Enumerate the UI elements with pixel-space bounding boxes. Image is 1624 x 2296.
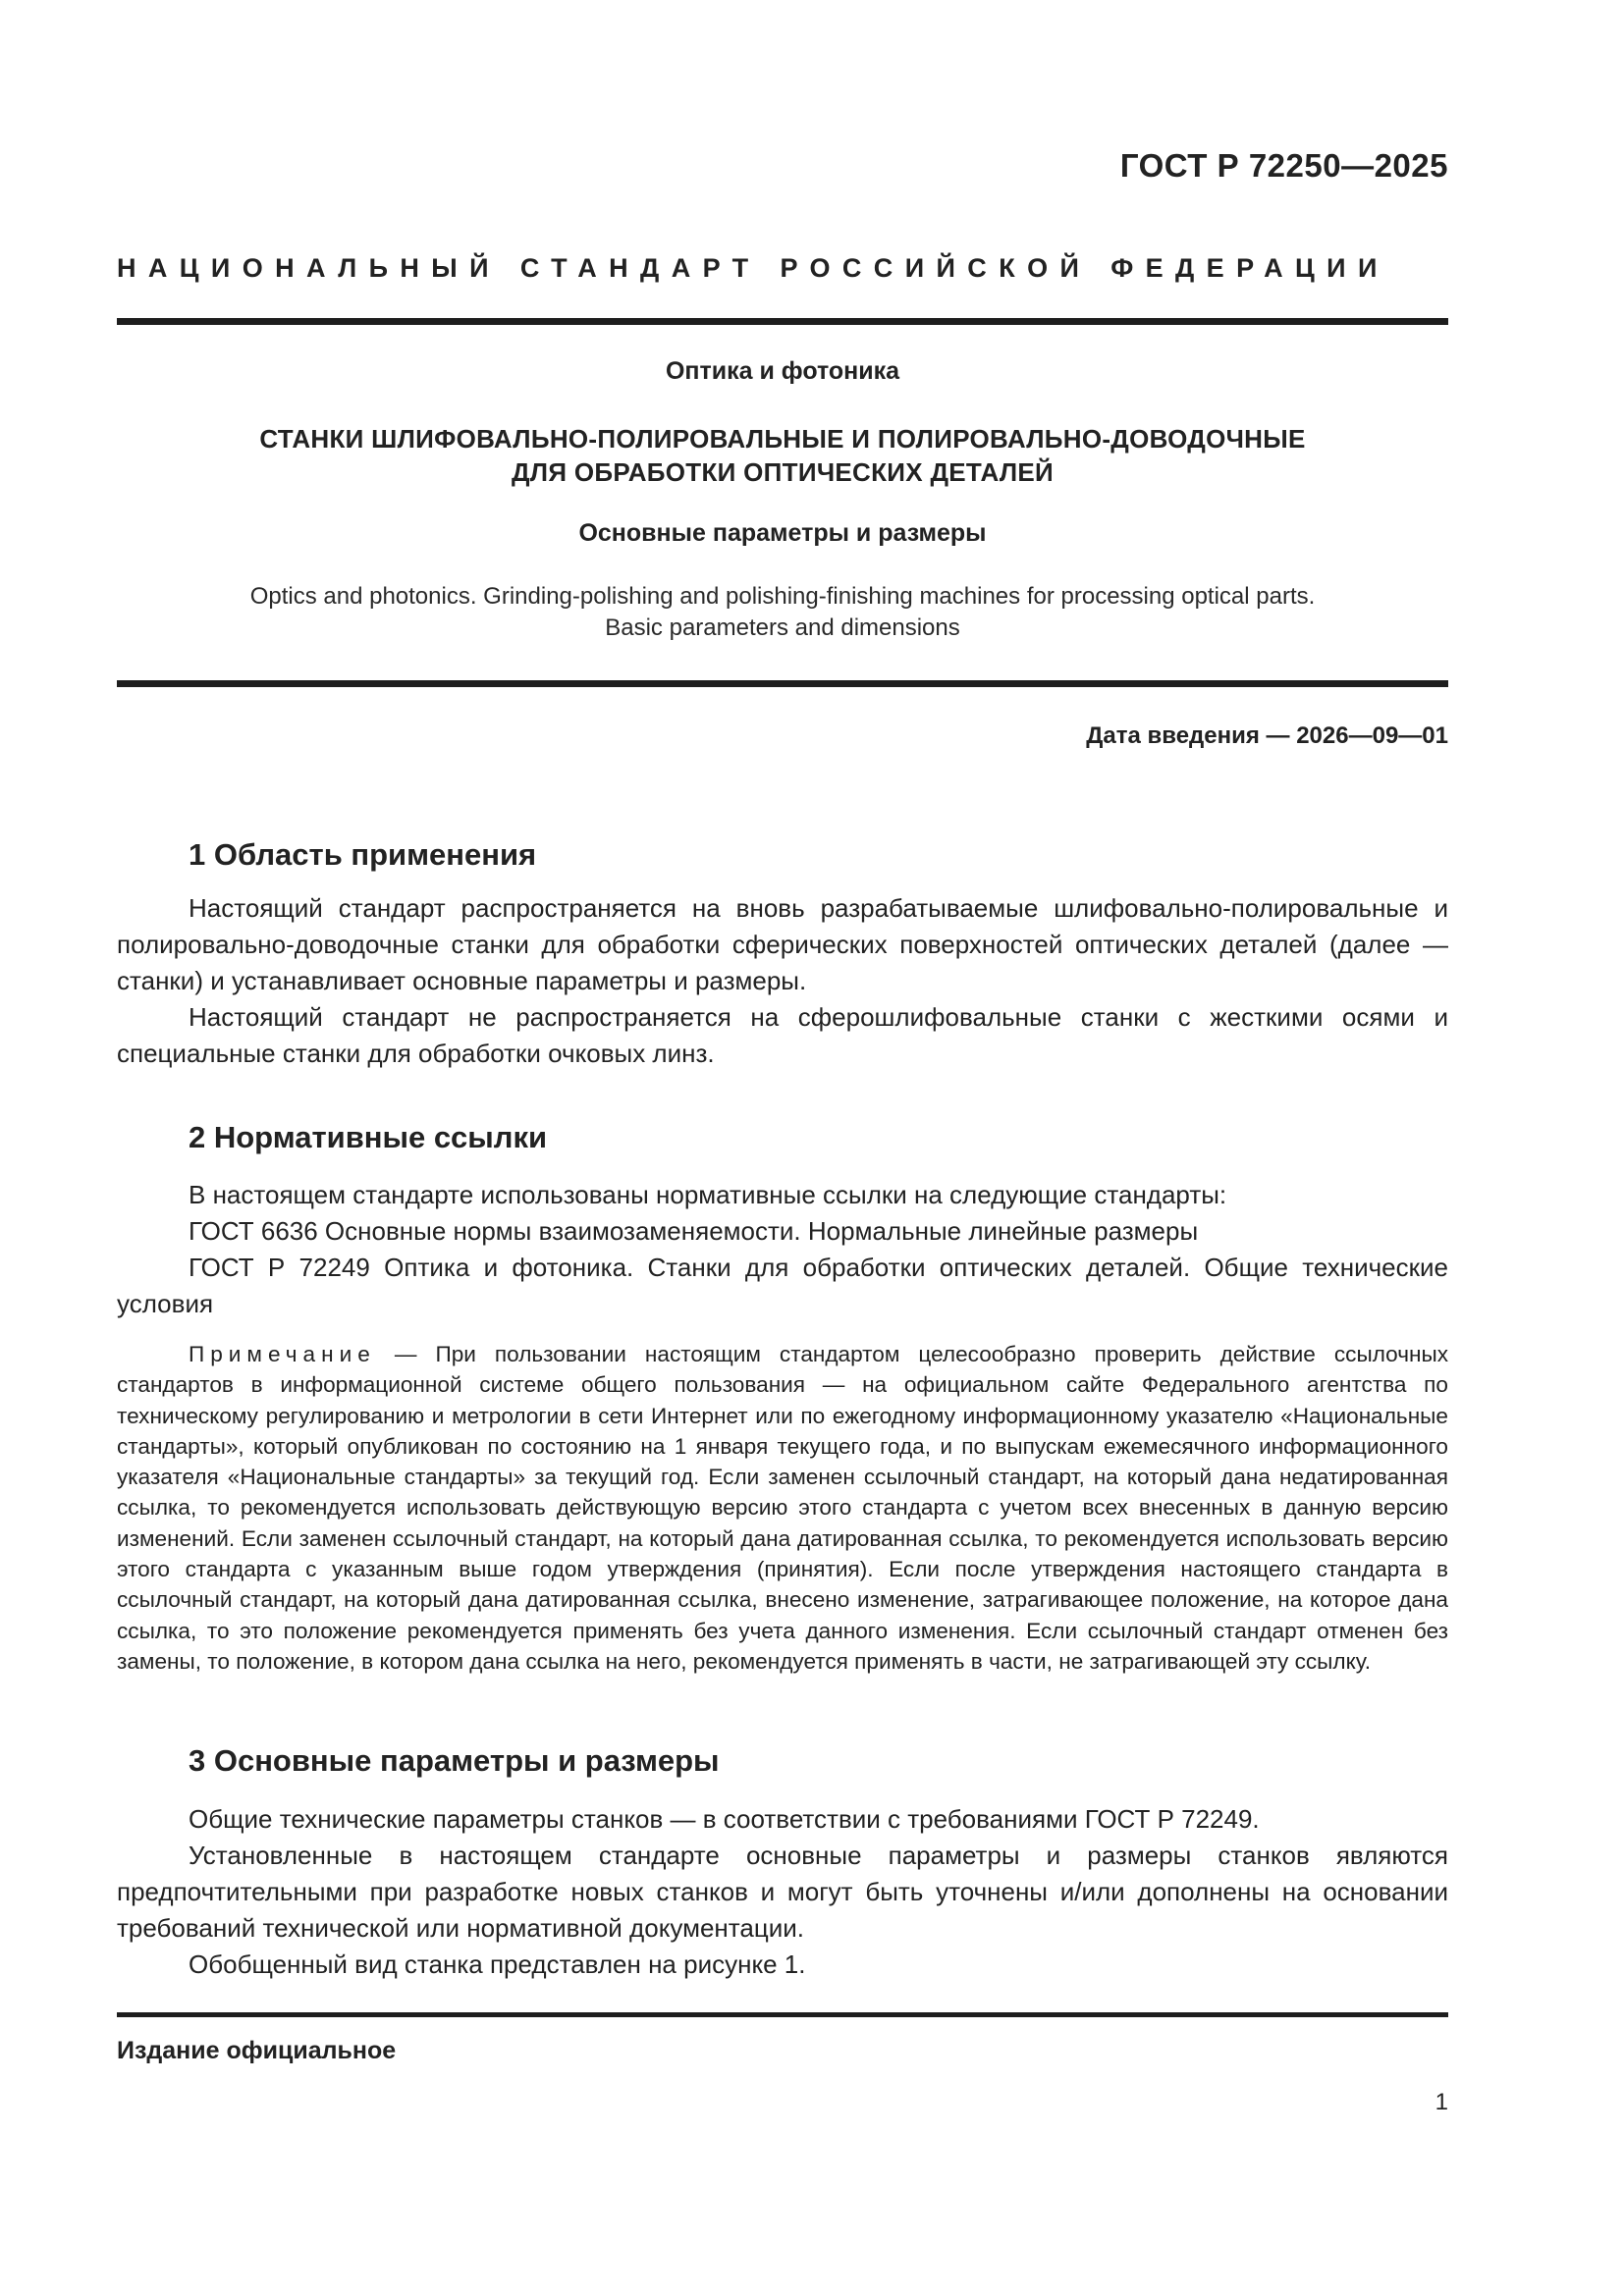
- national-standard-banner: НАЦИОНАЛЬНЫЙ СТАНДАРТ РОССИЙСКОЙ ФЕДЕРАЦИИ: [117, 253, 1389, 283]
- section-2-body: [117, 1177, 1448, 1322]
- standard-designation: ГОСТ Р 72250—2025: [1119, 147, 1448, 184]
- note-text: — При пользовании настоящим стандартом целесообразно проверить действие ссылочных стандартов в информационной системе общего пользования — на официальном сайте Федерального агентства по техническому регулированию и метрологии в сети Интернет или по ежегодному информационному указателю «Национальные стандарты», который опубликован по состоянию на 1 января текущего года, и по выпускам ежемесячного информационного указателя «Национальные стандарты» за текущий год. Если заменен ссылочный стандарт, на который дана недатированная ссылка, то рекомендуется использовать действующую версию этого стандарта с учетом всех внесенных в данную версию изменений. Если заменен ссылочный стандарт, на который дана датированная ссылка, то рекомендуется использовать версию этого стандарта с указанным выше годом утверждения (принятия). Если после утверждения настоящего стандарта в ссылочный стандарт, на который дана датированная ссылка, внесено изменение, затрагивающее положение, на которое дана ссылка, то это положение рекомендуется применять без учета данного изменения. Если ссылочный стандарт отменен без замены, то положение, в котором дана ссылка на него, рекомендуется применять в части, не затрагивающей эту ссылку.: [117, 1342, 1448, 1674]
- main-title-line-2: ДЛЯ ОБРАБОТКИ ОПТИЧЕСКИХ ДЕТАЛЕЙ: [511, 457, 1055, 487]
- section-3-body: [117, 1801, 1448, 1983]
- subtitle: Основные параметры и размеры: [578, 519, 987, 547]
- footer-divider: [117, 2012, 1448, 2017]
- reference-gost-6636: ГОСТ 6636 Основные нормы взаимозаменяемости. Нормальные линейные размеры: [189, 1216, 1199, 1246]
- english-title-line-2: Basic parameters and dimensions: [605, 614, 960, 641]
- section-1-heading: 1 Область применения: [189, 837, 537, 872]
- main-title: [117, 422, 1448, 489]
- section-1-body: [117, 890, 1448, 1072]
- section-3-paragraph-1: Общие технические параметры станков — в соответствии с требованиями ГОСТ Р 72249.: [189, 1804, 1260, 1834]
- top-divider: [117, 318, 1448, 325]
- note-label: Примечание: [189, 1342, 376, 1366]
- topic-heading: Оптика и фотоника: [665, 357, 900, 385]
- section-2-heading: 2 Нормативные ссылки: [189, 1120, 548, 1154]
- english-title-line-1: Optics and photonics. Grinding-polishing and polishing-finishing machines for processing optical parts.: [249, 583, 1316, 610]
- main-title-line-1: СТАНКИ ШЛИФОВАЛЬНО-ПОЛИРОВАЛЬНЫЕ И ПОЛИРОВАЛЬНО-ДОВОДОЧНЫЕ: [259, 424, 1306, 454]
- page-number: 1: [1435, 2089, 1448, 2115]
- section-2-paragraph-1: В настоящем стандарте использованы нормативные ссылки на следующие стандарты:: [189, 1180, 1227, 1209]
- section-1-paragraph-2: Настоящий стандарт не распространяется на сферошлифовальные станки с жесткими осями и специальные станки для обработки очковых линз.: [117, 1002, 1448, 1068]
- official-edition-label: Издание официальное: [117, 2037, 397, 2064]
- english-title: [117, 581, 1448, 644]
- note-paragraph: [117, 1339, 1448, 1677]
- section-3-heading: 3 Основные параметры и размеры: [189, 1743, 720, 1778]
- section-3-paragraph-2: Установленные в настоящем стандарте основные параметры и размеры станков являются предпочтительными при разработке новых станков и могут быть уточнены и/или дополнены на основании требований технической или нормативной документации.: [117, 1841, 1448, 1943]
- section-2-note: [117, 1339, 1448, 1677]
- section-1-paragraph-1: Настоящий стандарт распространяется на вновь разрабатываемые шлифовально-полировальные и полировально-доводочные станки для обработки сферических поверхностей оптических деталей (далее — станки) и устанавливает основные параметры и размеры.: [117, 893, 1448, 995]
- title-divider: [117, 680, 1448, 687]
- section-3-paragraph-3: Обобщенный вид станка представлен на рисунке 1.: [189, 1949, 806, 1979]
- introduction-date: Дата введения — 2026—09—01: [1086, 722, 1448, 749]
- reference-gost-r-72249: ГОСТ Р 72249 Оптика и фотоника. Станки для обработки оптических деталей. Общие технические условия: [117, 1253, 1448, 1318]
